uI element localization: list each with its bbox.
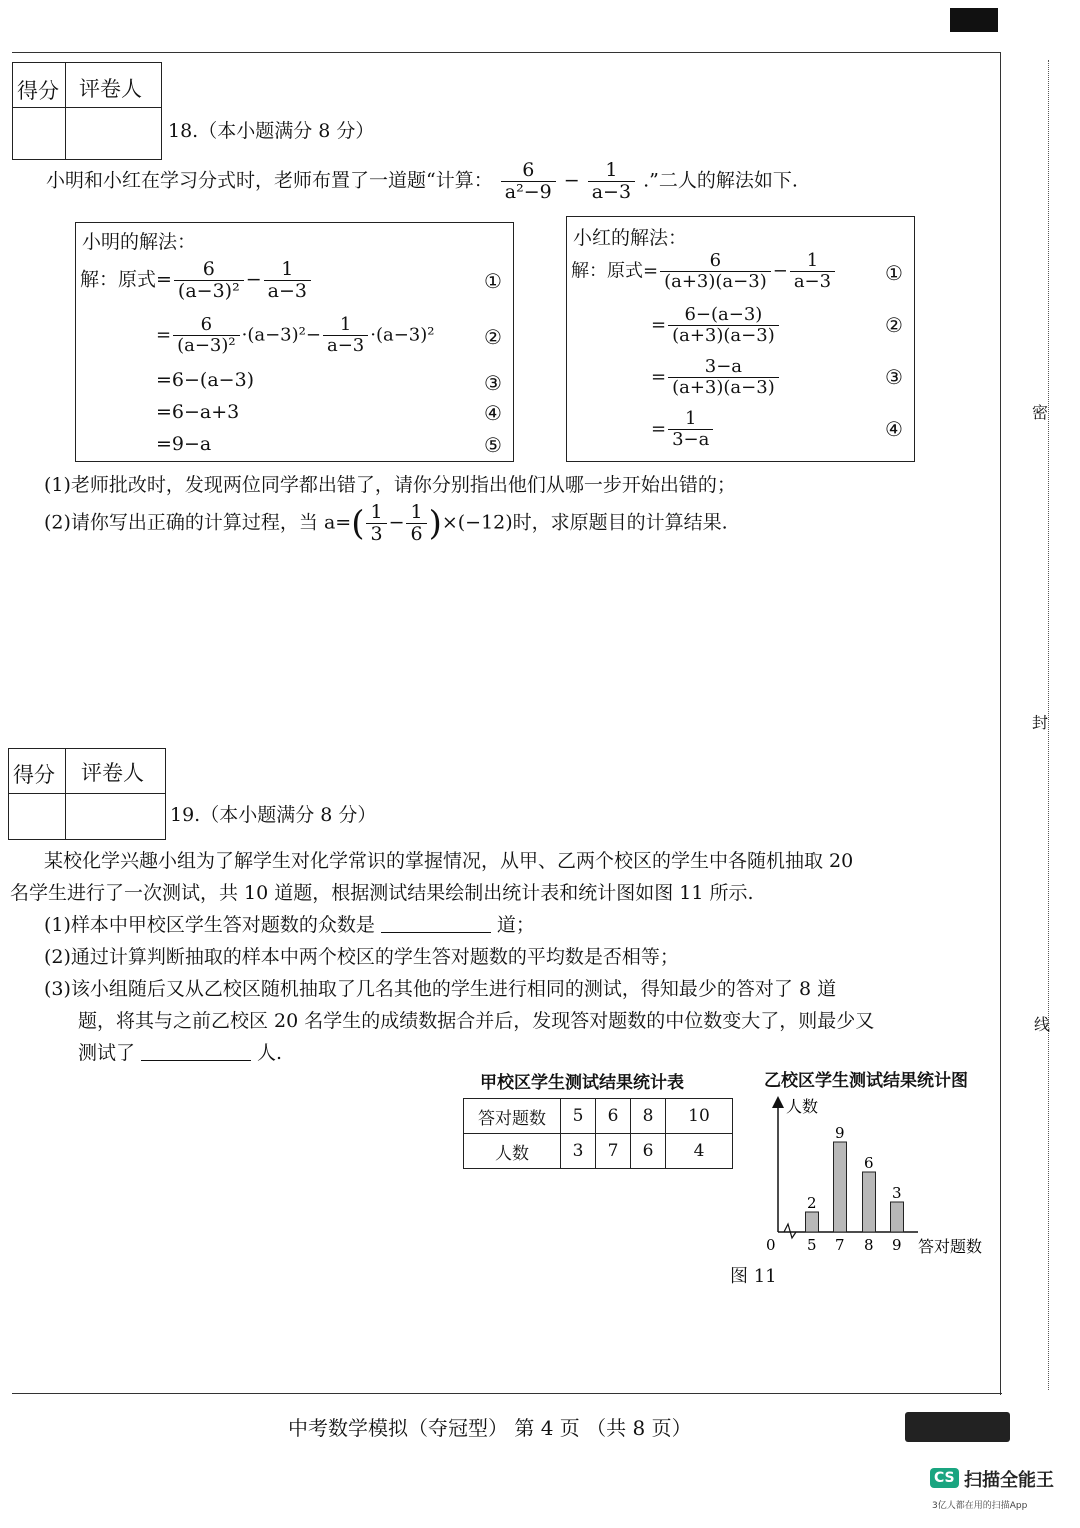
- xiaoming-title: 小明的解法：: [82, 231, 197, 253]
- table-cell: 6: [631, 1134, 666, 1169]
- scanner-tagline: 3亿人都在用的扫描App: [932, 1501, 1028, 1511]
- bottom-rule: [12, 1393, 1002, 1394]
- q19-part-3-line-3: 测试了 人.: [78, 1042, 283, 1064]
- answer-blank[interactable]: [381, 931, 491, 933]
- axis-break: [784, 1224, 796, 1238]
- table-cell: 6: [596, 1099, 631, 1134]
- table-cell: 4: [666, 1134, 733, 1169]
- xiaohong-step-2: = $\frac{6-(a-3)}{(a+3)(a-3)}$: [651, 305, 781, 346]
- xiaohong-step-4: = $\frac{1}{3-a}$: [651, 409, 715, 450]
- xiaohong-step-3: = $\frac{3-a}{(a+3)(a-3)}$: [651, 357, 781, 398]
- table-cell: 10: [666, 1099, 733, 1134]
- xiaohong-step-1: 解：原式= $\frac{6}{(a+3)(a-3)}$ − $\frac{1}{a-3}$: [571, 251, 837, 292]
- y-axis-label: 人数: [786, 1097, 819, 1116]
- q18-intro: 小明和小红在学习分式时，老师布置了一道题“计算： $\frac{6}{\text{a²−9}}$ − $\frac{1}{a-3}$ .”二人的解法如下.: [46, 159, 798, 203]
- page-footer: 中考数学模拟（夺冠型） 第 4 页 （共 8 页）: [288, 1416, 692, 1440]
- scanner-logo-icon: CS: [930, 1468, 959, 1488]
- xiaohong-title: 小红的解法：: [573, 227, 688, 249]
- xiaoming-solution: [75, 222, 514, 462]
- q19-part-2: (2)通过计算判断抽取的样本中两个校区的学生答对题数的平均数是否相等；: [44, 946, 679, 968]
- q19-intro-1: 某校化学兴趣小组为了解学生对化学常识的掌握情况，从甲、乙两个校区的学生中各随机抽取 20: [44, 850, 854, 872]
- bar-7: [834, 1142, 847, 1232]
- margin-char-mi: 密: [1032, 403, 1049, 422]
- step-mark: ③: [484, 371, 502, 395]
- table-title: 甲校区学生测试结果统计表: [480, 1073, 684, 1093]
- xiaoming-step-3: =6−(a−3): [156, 369, 255, 391]
- stats-table: [463, 1098, 733, 1169]
- q19-heading: 19.（本小题满分 8 分）: [170, 804, 377, 826]
- bar-chart: [760, 1094, 1005, 1260]
- x-tick-label: 8: [864, 1236, 874, 1254]
- margin-char-xian: 线: [1034, 1015, 1051, 1034]
- table-header-cell: 答对题数: [464, 1099, 561, 1134]
- table-cell: 7: [596, 1134, 631, 1169]
- margin-char-feng: 封: [1032, 713, 1049, 732]
- bar-value-label: 9: [835, 1124, 845, 1142]
- step-mark: ④: [885, 417, 903, 441]
- q19-part-3-line-1: (3)该小组随后又从乙校区随机抽取了几名其他的学生进行相同的测试，得知最少的答对了 8 道: [44, 978, 837, 1000]
- answer-blank[interactable]: [141, 1059, 251, 1061]
- q18-part-1: (1)老师批改时，发现两位同学都出错了，请你分别指出他们从哪一步开始出错的；: [44, 474, 736, 496]
- bar-value-label: 3: [892, 1184, 902, 1202]
- scanner-name: 扫描全能王: [964, 1470, 1054, 1491]
- table-cell: 8: [631, 1099, 666, 1134]
- q18-part-2: (2)请你写出正确的计算过程，当 a=( $\frac{1}{3}$ − $\frac{1}{6}$ )×(−12)时，求原题目的计算结果.: [44, 501, 728, 545]
- table-header-cell: 人数: [464, 1134, 561, 1169]
- xiaoming-step-5: =9−a: [156, 433, 212, 455]
- footer-smudge: [905, 1412, 1010, 1442]
- q19-part-3-line-2: 题，将其与之前乙校区 20 名学生的成绩数据合并后，发现答对题数的中位数变大了，则最少又: [78, 1010, 875, 1032]
- step-mark: ②: [484, 325, 502, 349]
- bar-5: [806, 1212, 819, 1232]
- scanner-watermark: [930, 1466, 1070, 1522]
- origin-label: 0: [766, 1236, 776, 1254]
- grader-label: 评卷人: [81, 761, 144, 785]
- q18-heading: 18.（本小题满分 8 分）: [168, 120, 375, 142]
- x-tick-label: 9: [892, 1236, 902, 1254]
- q19-part-1: (1)样本中甲校区学生答对题数的众数是 道；: [44, 914, 535, 936]
- score-label: 得分: [17, 79, 59, 103]
- bar-9: [891, 1202, 904, 1232]
- binding-line: [1048, 60, 1049, 1390]
- step-mark: ⑤: [484, 433, 502, 457]
- table-row: [464, 1134, 733, 1169]
- q18-score-box: [12, 62, 162, 160]
- q19-score-box: [8, 748, 166, 840]
- table-cell: 5: [561, 1099, 596, 1134]
- step-mark: ④: [484, 401, 502, 425]
- grader-label: 评卷人: [79, 77, 142, 101]
- xiaoming-step-1: 解：原式= $\frac{6}{\text{(a−3)²}}$ − $\frac{1}{a-3}$: [80, 259, 313, 302]
- bar-value-label: 6: [864, 1154, 874, 1172]
- table-cell: 3: [561, 1134, 596, 1169]
- top-right-mark: [950, 8, 998, 32]
- x-tick-label: 7: [835, 1236, 845, 1254]
- bar-value-label: 2: [807, 1194, 817, 1212]
- x-axis-label: 答对题数: [918, 1237, 983, 1256]
- step-mark: ①: [885, 261, 903, 285]
- figure-caption: 图 11: [730, 1266, 777, 1287]
- xiaoming-step-4: =6−a+3: [156, 401, 240, 423]
- x-tick-label: 5: [807, 1236, 817, 1254]
- step-mark: ③: [885, 365, 903, 389]
- step-mark: ②: [885, 313, 903, 337]
- step-mark: ①: [484, 269, 502, 293]
- xiaoming-step-2: = $\frac{6}{\text{(a−3)²}}$ ·(a−3)²− $\frac{1}{a-3}$ ·(a−3)²: [156, 314, 435, 356]
- chart-title: 乙校区学生测试结果统计图: [764, 1071, 968, 1091]
- xiaohong-solution: [566, 216, 915, 462]
- table-row: [464, 1099, 733, 1134]
- bar-8: [863, 1172, 876, 1232]
- score-label: 得分: [13, 763, 55, 787]
- q19-intro-2: 名学生进行了一次测试，共 10 道题，根据测试结果绘制出统计表和统计图如图 11 所示.: [10, 882, 754, 904]
